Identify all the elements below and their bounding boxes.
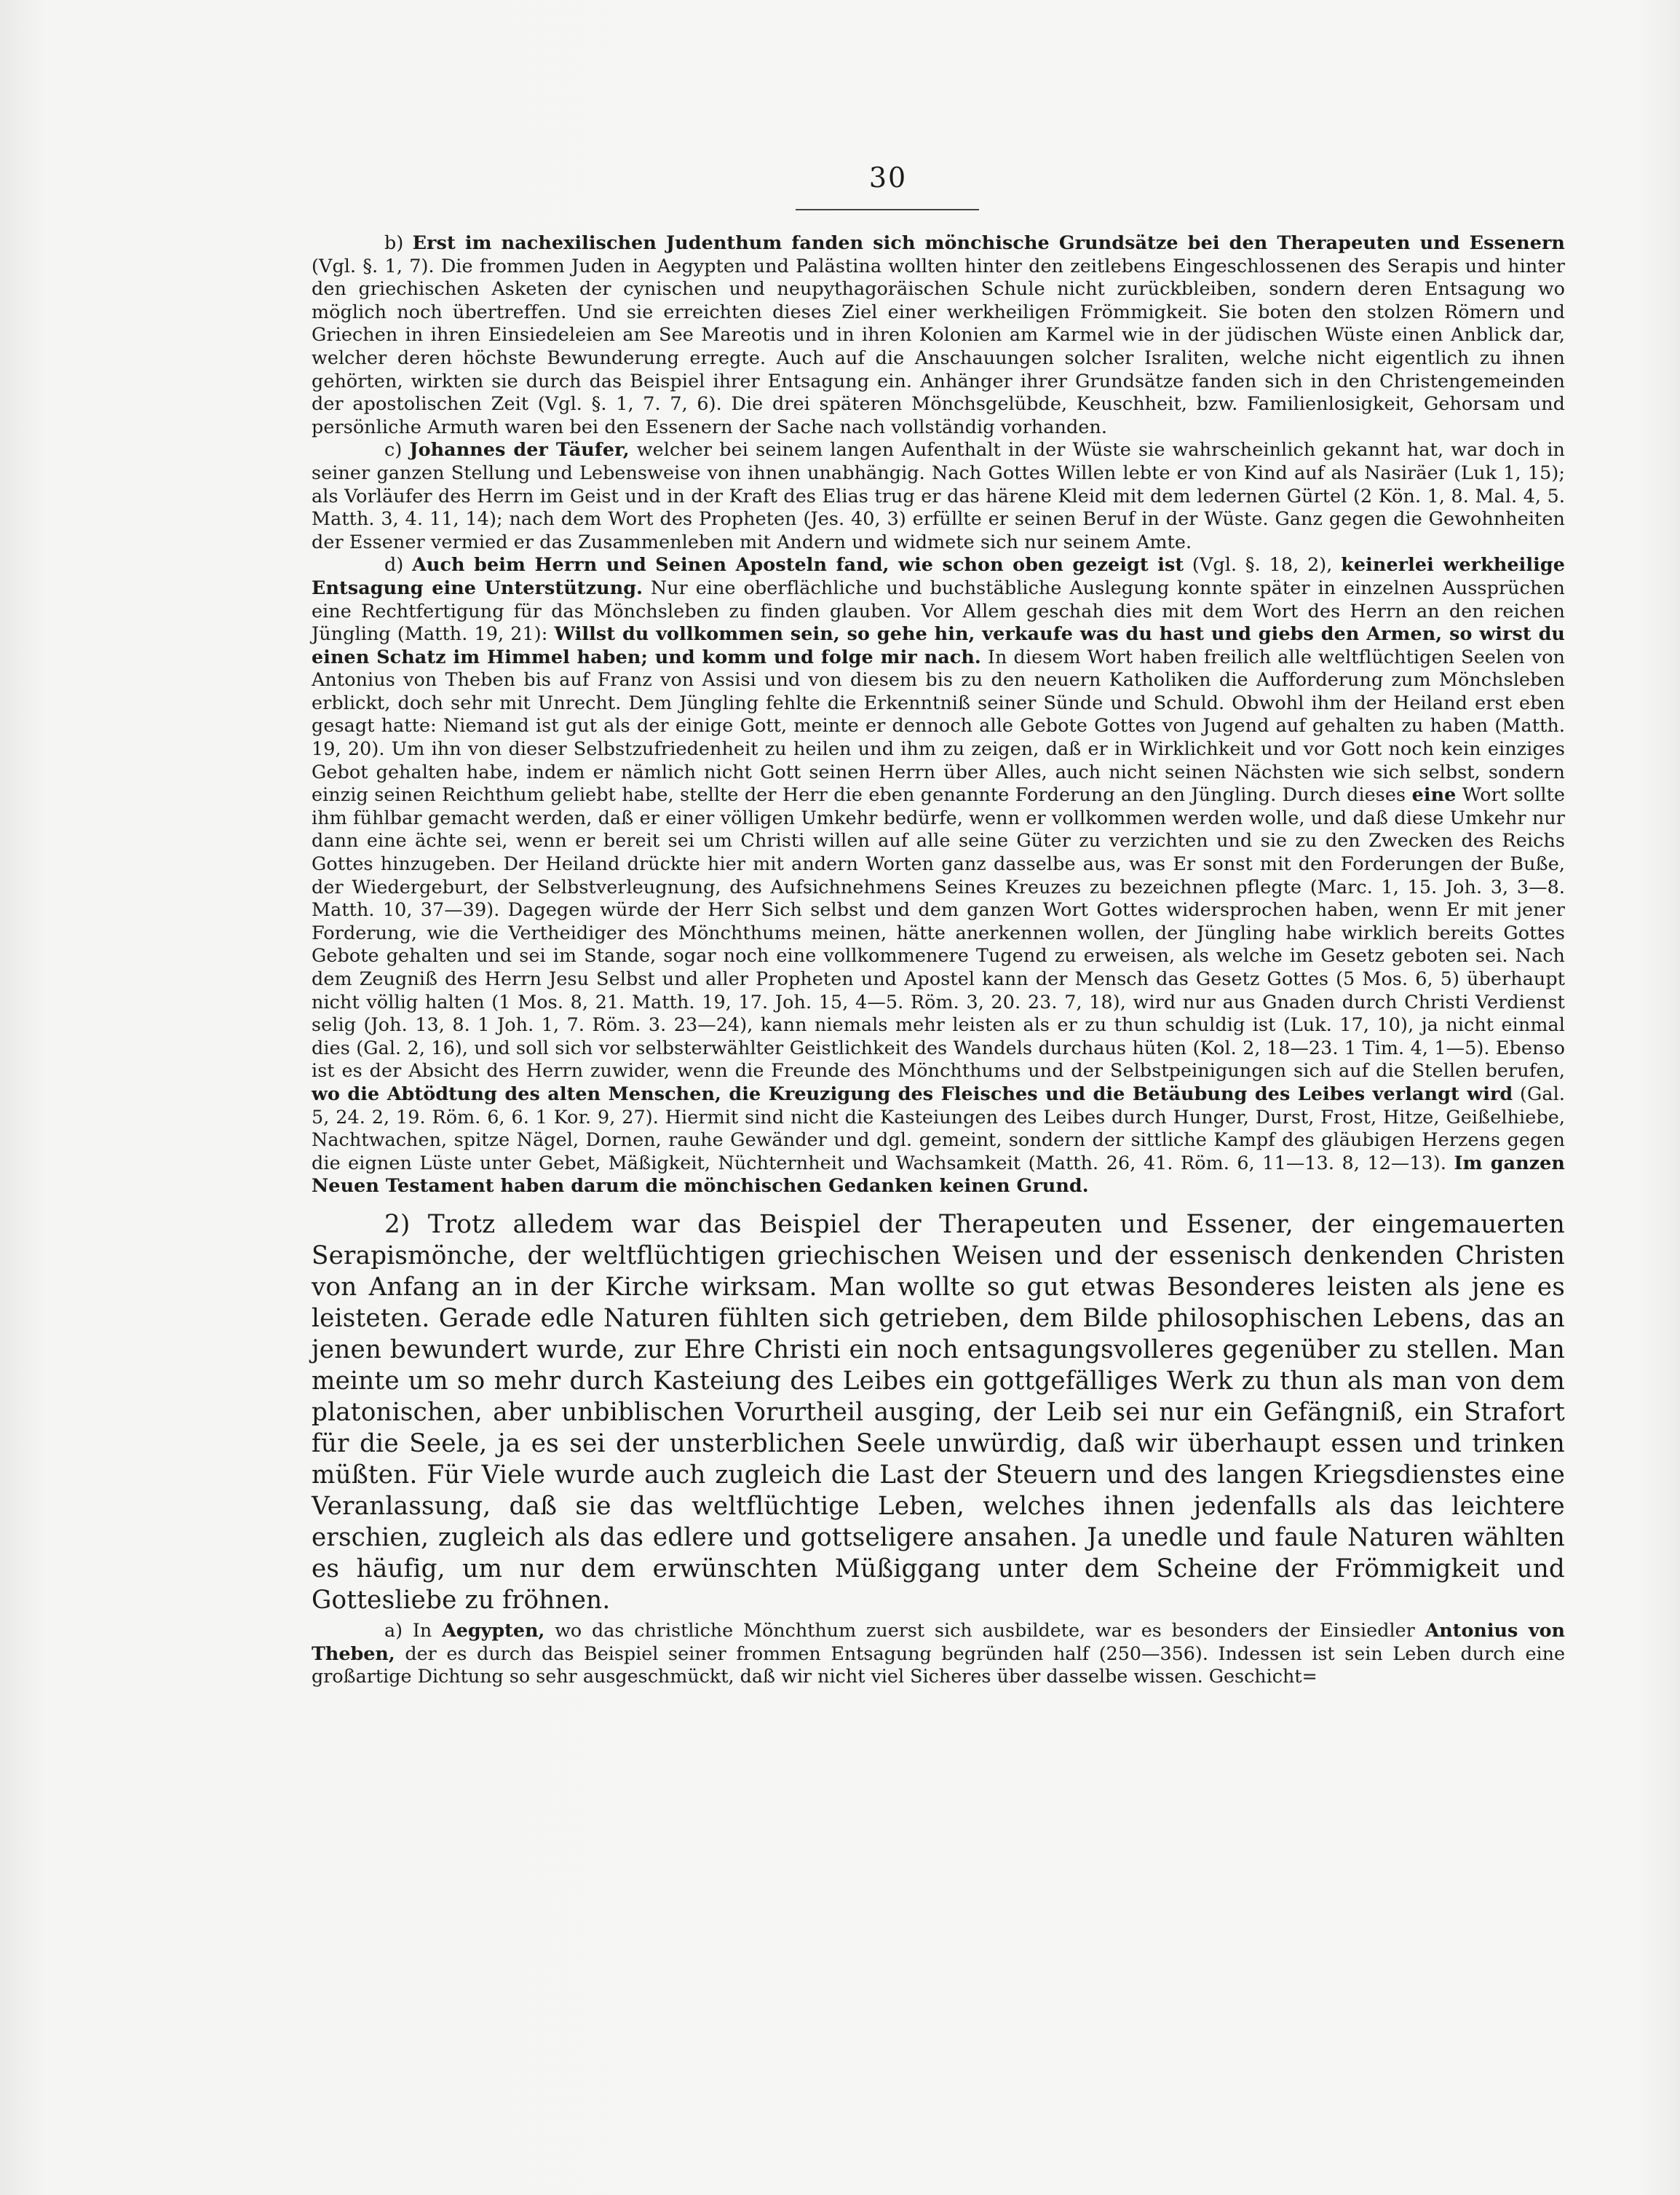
conclusion-statement: Im ganzen Neuen Testament haben darum die mönchischen Gedanken keinen Grund. xyxy=(312,1151,1565,1197)
small-print-block-2 xyxy=(312,1619,1565,1688)
heading-essener: Erst im nachexilischen Judenthum fanden sich mönchische Grundsätze bei den Therapeuten und Essenern xyxy=(412,232,1565,253)
paragraph-a: a) In Aegypten, wo das christliche Mönchthum zuerst sich ausbildete, war es besonders der Einsiedler Antonius von Theben, der es durch das Beispiel seiner frommen Entsagung begründen half (250—356). Indessen ist sein Leben durch eine großartige Dichtung so sehr ausgeschmückt, daß wir nicht viel Sicheres über dasselbe wissen. Geschicht= xyxy=(312,1618,1565,1688)
heading-antonius: Antonius von Theben, xyxy=(312,1618,1565,1664)
quote-matth-19-21: Willst du vollkommen sein, so gehe hin, verkaufe was du hast und giebs den Armen, so wirst du einen Schatz im Himmel haben; und komm und folge mir nach. xyxy=(312,622,1565,668)
paragraph-d: d) Auch beim Herrn und Seinen Aposteln fand, wie schon oben gezeigt ist (Vgl. §. 18, 2), keinerlei werkheilige Entsagung eine Unterstützung. Nur eine oberflächliche und buchstäbliche Auslegung konnte später in einzelnen Aussprüchen eine Rechtfertigung für das Mönchsleben zu finden glauben. Vor Allem geschah dies mit dem Wort des Herrn an den reichen Jüngling (Matth. 19, 21): Willst du vollkommen sein, so gehe hin, verkaufe was du hast und giebs den Armen, so wirst du einen Schatz im Himmel haben; und komm und folge mir nach. In diesem Wort haben freilich alle weltflüchtigen Seelen von Antonius von Theben bis auf Franz von Assisi und von diesem bis zu den neuern Katholiken die Aufforderung zum Mönchsleben erblickt, doch sehr mit Unrecht. Dem Jüngling fehlte die Erkenntniß seiner Sünde und Schuld. Obwohl ihm der Heiland erst eben gesagt hatte: Niemand ist gut als der einige Gott, meinte er dennoch alle Gebote Gottes von Jugend auf gehalten zu haben (Matth. 19, 20). Um ihn von dieser Selbstzufriedenheit zu heilen und ihm zu zeigen, daß er in Wirklichkeit und vor Gott noch kein einziges Gebot gehalten habe, indem er nämlich nicht Gott seinen Herrn über Alles, auch nicht seinen Nächsten wie sich selbst, sondern einzig seinen Reichthum geliebt habe, stellte der Herr die eben genannte Forderung an den Jüngling. Durch dieses eine Wort sollte ihm fühlbar gemacht werden, daß er einer völligen Umkehr bedürfe, wenn er vollkommen werden wolle, und daß diese Umkehr nur dann eine ächte sei, wenn er bereit sei um Christi willen auf alle seine Güter zu verzichten und sie zu den Zwecken des Reichs Gottes hinzugeben. Der Heiland drückte hier mit andern Worten ganz dasselbe aus, was Er sonst mit den Forderungen der Buße, der Wiedergeburt, der Selbstverleugnung, des Aufsichnehmens Seines Kreuzes zu bezeichnen pflegte (Marc. 1, 15. Joh. 3, 3—8. Matth. 10, 37—39). Dagegen würde der Herr Sich selbst und dem ganzen Wort Gottes widersprochen haben, wenn Er mit jener Forderung, wie die Vertheidiger des Mönchthums meinen, hätte anerkennen wollen, der Jüngling habe wirklich bereits Gottes Gebote gehalten und sei im Stande, sogar noch eine vollkommenere Tugend zu erweisen, als welche im Gesetz geboten sei. Nach dem Zeugniß des Herrn Jesu Selbst und aller Propheten und Apostel kann der Mensch das Gesetz Gottes (5 Mos. 6, 5) überhaupt nicht völlig halten (1 Mos. 8, 21. Matth. 19, 17. Joh. 15, 4—5. Röm. 3, 20. 23. 7, 18), wird nur aus Gnaden durch Christi Verdienst selig (Joh. 13, 8. 1 Joh. 1, 7. Röm. 3. 23—24), kann niemals mehr leisten als er zu thun schuldig ist (Luk. 17, 10), ja nicht einmal dies (Gal. 2, 16), und soll sich vor selbsterwählter Geistlichkeit des Wandels durchaus hüten (Kol. 2, 18—23. 1 Tim. 4, 1—5). Ebenso ist es der Absicht des Herrn zuwider, wenn die Freunde des Mönchthums und der Selbstpeinigungen sich auf die Stellen berufen, wo die Abtödtung des alten Menschen, die Kreuzigung des Fleisches und die Betäubung des Leibes verlangt wird (Gal. 5, 24. 2, 19. Röm. 6, 6. 1 Kor. 9, 27). Hiermit sind nicht die Kasteiungen des Leibes durch Hunger, Durst, Frost, Hitze, Geißelhiebe, Nachtwachen, spitze Nägel, Dornen, rauhe Gewänder und dgl. gemeint, sondern der sittliche Kampf des gläubigen Herzens gegen die eignen Lüste unter Gebet, Mäßigkeit, Nüchternheit und Wachsamkeit (Matth. 26, 41. Röm. 6, 11—13. 8, 12—13). Im ganzen Neuen Testament haben darum die mönchischen Gedanken keinen Grund. xyxy=(312,553,1565,1197)
heading-johannes: Johannes der Täufer, xyxy=(409,438,630,461)
paragraph-b: b) Erst im nachexilischen Judenthum fanden sich mönchische Grundsätze bei den Therapeuten und Essenern (Vgl. §. 1, 7). Die frommen Juden in Aegypten und Palästina wollten hinter den zeitlebens Eingeschlossenen des Serapis und hinter den griechischen Asketen der cynischen und neupythagoräischen Schule nicht zurückbleiben, sondern deren Entsagung wo möglich noch übertreffen. Und sie erreichten dieses Ziel einer werkheiligen Frömmigkeit. Sie boten den stolzen Römern und Griechen in ihren Einsiedeleien am See Mareotis und in ihren Kolonien am Karmel wie in der jüdischen Wüste einen Anblick dar, welcher deren höchste Bewunderung erregte. Auch auf die Anschauungen solcher Israliten, welche nicht eigentlich zu ihnen gehörten, wirkten sie durch das Beispiel ihrer Entsagung ein. Anhänger ihrer Grundsätze fanden sich in den Christengemeinden der apostolischen Zeit (Vgl. §. 1, 7. 7, 6). Die drei späteren Mönchsgelübde, Keuschheit, bzw. Familienlosigkeit, Gehorsam und persönliche Armuth waren bei den Essenern der Sache nach vollständig vorhanden. xyxy=(312,232,1565,438)
heading-aegypten: Aegypten, xyxy=(442,1618,545,1641)
paragraph-2: 2) Trotz alledem war das Beispiel der Therapeuten und Essener, der eingemauerten Serapismönche, der weltflüchtigen griechischen Weisen und der essenisch denkenden Christen von Anfang an in der Kirche wirksam. Man wollte so gut etwas Besonderes leisten als jene es leisteten. Gerade edle Naturen fühlten sich getrieben, dem Bilde philosophischen Lebens, das an jenen bewundert wurde, zur Ehre Christi ein noch entsagungsvolleres gegenüber zu stellen. Man meinte um so mehr durch Kasteiung des Leibes ein gottgefälliges Werk zu thun als man von dem platonischen, aber unbiblischen Vorurtheil ausging, der Leib sei nur ein Gefängniß, ein Strafort für die Seele, ja es sei der unsterblichen Seele unwürdig, daß wir überhaupt essen und trinken müßten. Für Viele wurde auch zugleich die Last der Steuern und des langen Kriegsdienstes eine Veranlassung, daß sie das weltflüchtige Leben, welches ihnen jedenfalls als das leichtere erschien, zugleich als das edlere und gottseligere ansahen. Ja unedle und faule Naturen wählten es häufig, um nur dem erwünschten Müßiggang unter dem Scheine der Frömmigkeit und Gottesliebe zu fröhnen. xyxy=(312,1209,1565,1615)
paragraph-c: c) Johannes der Täufer, welcher bei seinem langen Aufenthalt in der Wüste sie wahrscheinlich gekannt hat, war doch in seiner ganzen Stellung und Lebensweise von ihnen unabhängig. Nach Gottes Willen lebte er von Kind auf als Nasiräer (Luk 1, 15); als Vorläufer des Herrn im Geist und in der Kraft des Elias trug er das härene Kleid mit dem ledernen Gürtel (2 Kön. 1, 8. Mal. 4, 5. Matth. 3, 4. 11, 14); nach dem Wort des Propheten (Jes. 40, 3) erfüllte er seinen Beruf in der Wüste. Ganz gegen die Gewohnheiten der Essener vermied er das Zusammenleben mit Andern und widmete sich nur seinem Amte. xyxy=(312,438,1566,553)
heading-apostel: Auch beim Herrn und Seinen Aposteln fand, wie schon oben gezeigt ist xyxy=(412,553,1184,576)
page-number: 30 xyxy=(868,162,908,194)
large-print-block xyxy=(312,1209,1565,1616)
page-body xyxy=(312,232,1565,1688)
small-print-block xyxy=(312,232,1565,1198)
header-rule xyxy=(796,209,979,210)
